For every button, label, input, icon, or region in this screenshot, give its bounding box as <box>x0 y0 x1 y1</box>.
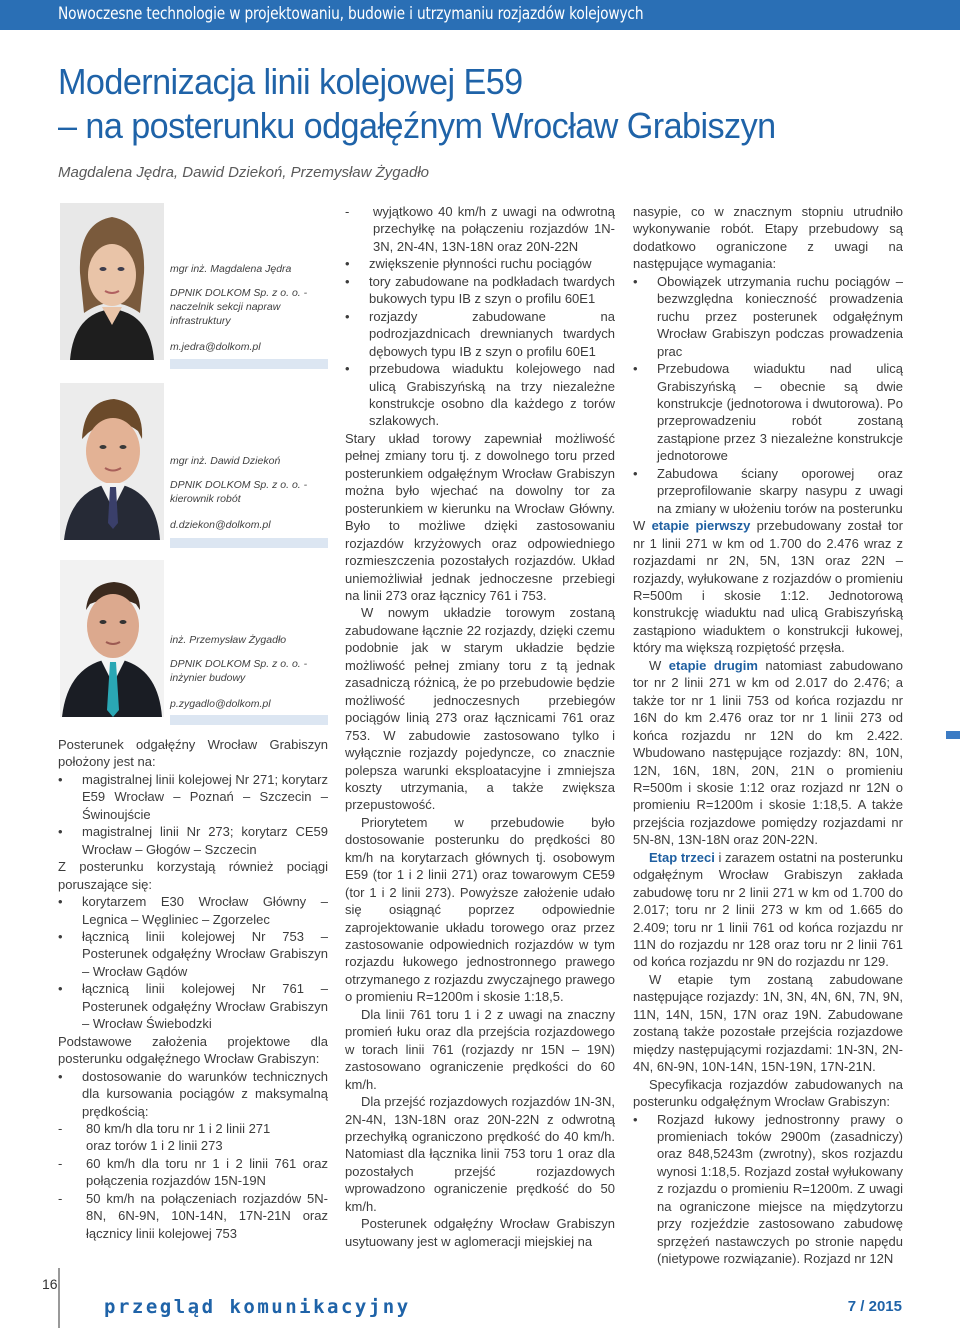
paragraph: Specyfikacja rozjazdów zabudowanych na posterunku odgałęźnym Wrocław Grabiszyn: <box>633 1076 903 1110</box>
dash-item: - 80 km/h dla toru nr 1 i 2 linii 271 <box>58 1120 328 1137</box>
text-column-3 <box>633 203 903 1268</box>
paragraph: Dla linii 761 toru 1 i 2 z uwagi na znaczny promień łuku oraz dla przejścia rozjazdowego w torach linii 761 (rozjazdy nr 15N – 19N) zastosowano ograniczenie prędkości do 60 km/h. <box>345 1006 615 1092</box>
paragraph: Dla przejść rozjazdowych rozjazdów 1N-3N, 2N-4N, 13N-18N oraz 20N-22N z odwrotną przechyłką ograniczono prędkość do 40 km/h. Natomiast dla łącznika linii 753 toru 1 oraz dla pozostałych przejść rozjazdowych wprowadzono ograniczenie prędkość do 50 km/h. <box>345 1094 615 1214</box>
page-number: 16 <box>42 1276 58 1292</box>
paragraph: Posterunek odgałęźny Wrocław Grabiszyn usytuowany jest w aglomeracji miejskiej na <box>345 1216 615 1249</box>
text-run: przebudowany został tor nr 1 linii 271 w km od 1.700 do 2.476 wraz z rozjazdami nr 2N, 5N, 13N oraz 22N – rozjazdy, wyłukowane z rozjazdów o promieniu R=500m i skosie 1:12. Jednotorową konstrukcję wiaduktu nad ulicą Grabiszyńską zastąpiono wiaduktem o konstrukcji łukowej, który ma większą rozpiętość przęsła. <box>633 518 903 656</box>
bullet-list <box>633 1111 903 1268</box>
article-title-line2: – na posterunku odgałęźnym Wrocław Grabiszyn <box>58 105 776 146</box>
paragraph: Z posterunku korzystają również pociągi poruszające się: <box>58 859 328 892</box>
dash-item: - 50 km/h na połączeniach rozjazdów 5N-8N, 6N-9N, 10N-14N, 17N-21N oraz łącznicy linii kolejowej 753 <box>58 1190 328 1242</box>
card-divider <box>170 715 328 725</box>
paragraph: Podstawowe założenia projektowe dla posterunku odgałęźnego Wrocław Grabiszyn: <box>58 1033 328 1067</box>
author-email[interactable]: p.zygadlo@dolkom.pl <box>170 698 271 710</box>
list-item: • łącznicą linii kolejowej Nr 761 – Posterunek odgałęźny Wrocław Grabiszyn – Wrocław Świebodzki <box>58 980 328 1032</box>
dash-item: - wyjątkowo 40 km/h z uwagi na odwrotną przechyłkę na połączeniu rozjazdów 1N-3N, 2N-4N, 13N-18N oraz 20N-22N <box>345 203 615 255</box>
paragraph: Posterunek odgałęźny Wrocław Grabiszyn położony jest na: <box>58 737 328 770</box>
margin-marker <box>946 731 960 739</box>
footer-divider <box>58 1268 60 1328</box>
portrait-woman-image <box>60 203 164 360</box>
text-run: natomiast zabudowano tor nr 2 linii 271 w km od 2.017 do 2.476; a także tor nr 1 linii 753 od końca rozjazdu nr 16N do km 2.476 oraz tor nr 1 linii 273 od końca rozjazdu nr 12N do km 2.422. Wbudowano następujące rozjazdy: 8N, 10N, 12N, 16N, 18N, 20N, 21N o promieniu R=500m i skosie 1:12 oraz rozjazd nr 12N o promieniu R=1200m i skosie 1:18,5. A także przejścia rozjazdowe pomiędzy rozjazdami nr 5N-8N, 13N-18N oraz 20N-22N. <box>633 657 903 848</box>
author-photo-zygadlo <box>60 560 164 717</box>
text-run: W <box>649 657 669 673</box>
running-header <box>0 0 960 30</box>
article-title-line1: Modernizacja linii kolejowej E59 <box>58 61 523 102</box>
author-card-dziekon <box>170 454 328 532</box>
bullet-list <box>58 893 328 1033</box>
bullet-list <box>58 1068 328 1120</box>
list-item: • Przebudowa wiaduktu nad ulicą Grabiszyńską – obecnie są dwie konstrukcje (jednotorowa i dwutorowa). Po przeprowadzeniu robót zostaną zastąpione przez 3 niezależne konstrukcje jednotorowe <box>633 360 903 465</box>
author-affiliation: DPNIK DOLKOM Sp. z o. o. - naczelnik sekcji napraw infrastruktury <box>170 287 308 327</box>
journal-name: przegląd komunikacyjny <box>104 1296 411 1318</box>
author-name: mgr inż. Magdalena Jędra <box>170 263 292 275</box>
author-email[interactable]: m.jedra@dolkom.pl <box>170 341 261 353</box>
list-item: • magistralnej linii kolejowej Nr 271; korytarz E59 Wrocław – Poznań – Szczecin – Świnoujście <box>58 771 328 823</box>
card-divider <box>170 359 328 369</box>
author-card-jedra <box>170 262 328 354</box>
text-column-1 <box>58 736 328 1242</box>
running-title: Nowoczesne technologie w projektowaniu, budowie i utrzymaniu rozjazdów kolejowych <box>58 4 644 24</box>
list-item: • korytarzem E30 Wrocław Główny – Legnica – Węgliniec – Zgorzelec <box>58 893 328 928</box>
article-title <box>58 60 776 148</box>
author-affiliation: DPNIK DOLKOM Sp. z o. o. - kierownik robót <box>170 479 308 505</box>
list-item: • rozjazdy zabudowane na podrozjazdnicach drewnianych twardych dębowych typu IB z szyn o profilu 60E1 <box>345 308 615 360</box>
list-item: • Obowiązek utrzymania ruchu pociągów – bezwzględna konieczność prowadzenia ruchu przez posterunek odgałęźnym Wrocław Grabiszyn podczas prowadzenia prac <box>633 273 903 360</box>
author-affiliation: DPNIK DOLKOM Sp. z o. o. - inżynier budowy <box>170 658 308 684</box>
paragraph: nasypie, co w znacznym stopniu utrudniło wykonywanie robót. Etapy przebudowy są dodatkowo ograniczone z uwagi na następujące wymagania: <box>633 204 903 272</box>
portrait-man-image <box>60 383 164 540</box>
paragraph <box>633 517 903 657</box>
bullet-list <box>345 255 615 430</box>
author-card-zygadlo <box>170 633 328 711</box>
stage-highlight: etapie pierwszy <box>651 518 751 534</box>
text-column-2 <box>345 203 615 1250</box>
list-item: • dostosowanie do warunków technicznych dla kursowania pociągów z maksymalną prędkością: <box>58 1068 328 1120</box>
list-item: • Rozjazd łukowy jednostronny prawy o promieniach toków 2900m (zasadniczy) oraz 848,5243m (zwrotny), skos rozjazdu wynosi 1:18,5. Rozjazd został wyłukowany z rozjazdu o promieniu R=1200m. Z uwagi na ograniczone miejsce na międzytorzu przy rozjeździe zastosowano zabudowę sprzężeń nastawczych po stronie napędu (nietypowe rozwiązanie). Rozjazd nr 12N <box>633 1111 903 1268</box>
issue-number: 7 / 2015 <box>847 1298 902 1315</box>
list-item: • łącznicą linii kolejowej Nr 753 – Posterunek odgałęźny Wrocław Grabiszyn – Wrocław Gądów <box>58 928 328 980</box>
author-name: mgr inż. Dawid Dziekoń <box>170 455 281 467</box>
text-run: i zarazem ostatni na posterunku odgałęźnym Wrocław Grabiszyn zakłada zabudowę toru nr 2 linii 271 w km od 1.700 do 2.017; toru nr 2 linii 273 w km od 1.665 do 2.409; toru nr 1 linii 761 od końca rozjazdu nr 11N do rozjazdu nr 128 oraz toru nr 2 linii 761 od końca rozjazdu nr 9N do rozjazdu nr 129. <box>633 849 903 970</box>
author-name: inż. Przemysław Żygadło <box>170 634 287 646</box>
list-item: • zwiększenie płynności ruchu pociągów <box>345 255 615 272</box>
card-divider <box>170 538 328 548</box>
paragraph: W nowym układzie torowym zostaną zabudowane łącznie 22 rozjazdy, dzięki czemu podobnie jak w starym układzie będzie możliwość pełnej zmiany toru z tą jednak zasadniczą różnicą, że po przebudowie będzie możliwość jednoczesnych przebiegów pociągów linią 273 oraz łącznicami 761 oraz 753. W zabudowie zastosowano tylko i wyłącznie rozjazdy pojedyncze, co znacznie polepsza warunki eksploatacyjne i zmniejsza koszty utrzymania, a także zwiększa przepustowość. <box>345 605 615 813</box>
article-authors: Magdalena Jędra, Dawid Dziekoń, Przemysław Żygadło <box>58 164 430 181</box>
list-item: • przebudowa wiaduktu kolejowego nad ulicą Grabiszyńską na trzy niezależne konstrukcje osobno dla każdego z torów szlakowych. <box>345 360 615 430</box>
portrait-man-image <box>60 560 164 717</box>
author-photo-dziekon <box>60 383 164 540</box>
stage-highlight: etapie drugim <box>668 657 758 673</box>
dash-item: - 60 km/h dla toru nr 1 i 2 linii 761 oraz połączenia rozjazdów 15N-19N <box>58 1155 328 1190</box>
author-photo-jedra <box>60 203 164 360</box>
paragraph <box>633 849 903 971</box>
author-email[interactable]: d.dziekon@dolkom.pl <box>170 519 271 531</box>
list-item: • magistralnej linii Nr 273; korytarz CE59 Wrocław – Głogów – Szczecin <box>58 823 328 858</box>
paragraph: W etapie tym zostaną zabudowane następujące rozjazdy: 1N, 3N, 4N, 6N, 7N, 9N, 11N, 14N, 15N, 17N oraz 19N. Zabudowane zostaną także pozostałe przejścia rozjazdowe między następującymi rozjazdami: 1N-3N, 2N-4N, 6N-9N, 10N-14N, 15N-19N, 17N-21N. <box>633 971 903 1075</box>
bullet-list <box>633 273 903 517</box>
paragraph: Stary układ torowy zapewniał możliwość pełnej zmiany toru tj. z dowolnego toru przed posterunkiem odgałęźnym Wrocław Grabiszyn można było wjechać na dowolny tor za posterunkiem w kierunku na Wrocław Główny. Było to możliwe dzięki zastosowaniu rozjazdów krzyżowych oraz odpowiedniego rozmieszczenia pozostałych rozjazdów. Układ uniemożliwiał jednak jednoczesne przebiegi na linii 273 oraz łącznicy 761 i 753. <box>345 430 615 603</box>
list-item: • tory zabudowane na podkładach twardych bukowych typu IB z szyn o profilu 60E1 <box>345 273 615 308</box>
stage-highlight: Etap trzeci <box>649 849 715 865</box>
list-item: • Zabudowa ściany oporowej oraz przeprofilowanie skarpy nasypu z uwagi na zmiany w ułożeniu torów na posterunku <box>633 465 903 517</box>
paragraph <box>633 657 903 849</box>
text-run: W <box>633 518 652 534</box>
bullet-list <box>58 771 328 858</box>
paragraph: Priorytetem w przebudowie było dostosowanie posterunku do prędkości 80 km/h na korytarzach głównych tj. osobowym E59 (tor 1 i 2 linii 271) oraz towarowym CE59 (tor 1 i 2 linii 273). Powyższe założenie udało się osiągnąć poprzez odpowiednie zaprojektowanie układu torowego oraz przez zastosowanie odpowiednich rozjazdów w tym rozjazdu łukowego jednostronnego prawego otrzymanego z rozjazdu zwyczajnego prawego o promieniu R=1200m i skosie 1:18,5. <box>345 814 615 1005</box>
dash-item-continuation: oraz torów 1 i 2 linii 273 <box>86 1138 223 1154</box>
